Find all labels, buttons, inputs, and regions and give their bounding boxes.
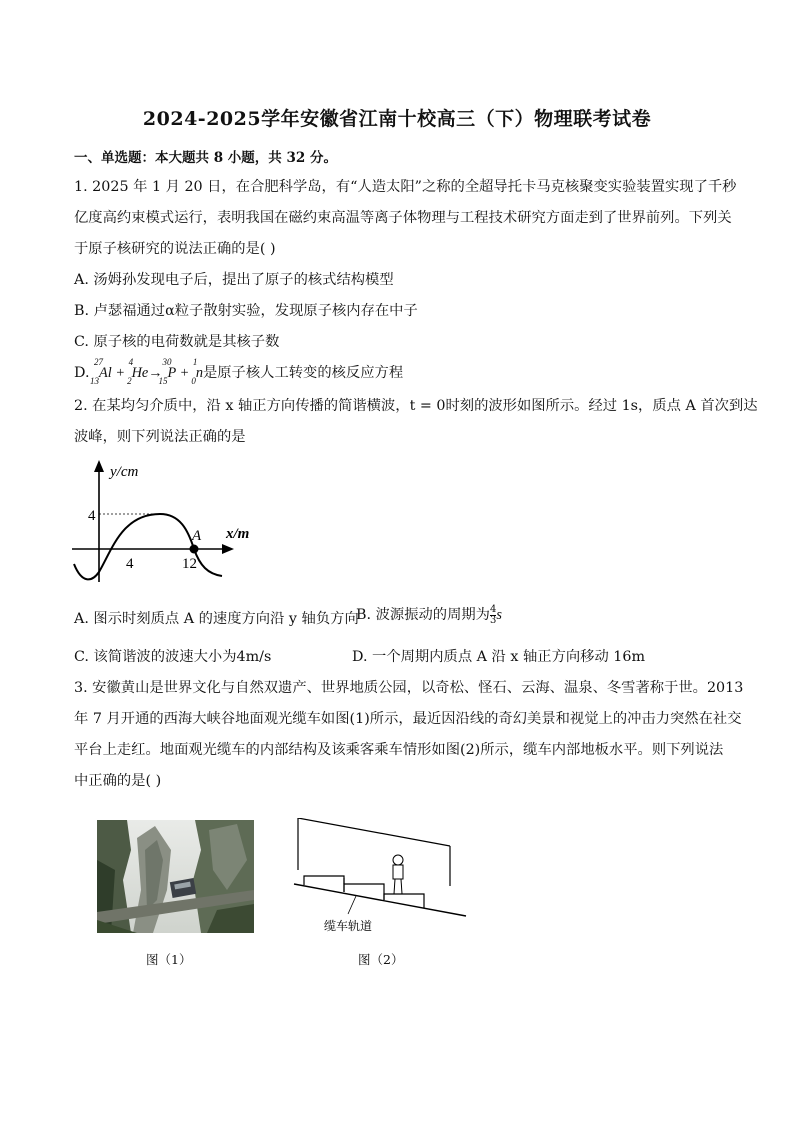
q1-line-2: 亿度高约束模式运行，表明我国在磁约束高温等离子体物理与工程技术研究方面走到了世界前列。下列关: [74, 210, 732, 226]
x-axis-label: x/m: [226, 526, 250, 542]
q2-option-b[interactable]: [356, 604, 502, 626]
q2-option-d[interactable]: D. 一个周期内质点 A 沿 x 轴正方向移动 16m: [352, 649, 646, 665]
q3-line-3: 平台上走红。地面观光缆车的内部结构及该乘客乘车情形如图(2)所示，缆车内部地板水平。则下列说法: [74, 742, 724, 758]
cable-car-photo: [97, 820, 254, 933]
q3-line-4: 中正确的是( ): [74, 773, 162, 789]
q2-option-b-text: B. 波源振动的周期为: [356, 607, 490, 623]
wave-curve: [74, 514, 222, 579]
period-unit: s: [496, 607, 502, 623]
q1-option-a[interactable]: A. 汤姆孙发现电子后，提出了原子的核式结构模型: [74, 272, 394, 288]
q1-option-d-prefix: D.: [74, 365, 95, 381]
x-tick-4: 4: [126, 556, 134, 572]
q1-option-b[interactable]: B. 卢瑟福通过α粒子散射实验，发现原子核内存在中子: [74, 303, 418, 319]
q2-line-2: 波峰，则下列说法正确的是: [74, 429, 246, 445]
passenger-figure: [393, 855, 403, 894]
q2-option-c[interactable]: C. 该简谐波的波速大小为4m/s: [74, 649, 272, 665]
cable-car-diagram: [290, 818, 470, 938]
track-label: 缆车轨道: [324, 919, 373, 933]
page-title: 2024-2025学年安徽省江南十校高三（下）物理联考试卷: [142, 108, 652, 130]
q1-option-d[interactable]: [74, 357, 404, 386]
figure-2-caption: 图（2）: [358, 952, 404, 967]
x-axis-arrow: [222, 544, 234, 554]
track-pointer: [348, 896, 356, 914]
point-a-label: A: [192, 528, 202, 544]
y-tick-4: 4: [88, 508, 96, 524]
q3-line-2: 年 7 月开通的西海大峡谷地面观光缆车如图(1)所示，最近因沿线的奇幻美景和视觉上的冲击力突然在社交: [74, 711, 742, 727]
q1-option-d-suffix: 是原子核人工转变的核反应方程: [202, 365, 404, 381]
period-fraction: $\frac{4}{3}$: [489, 603, 497, 626]
point-a-marker: [190, 545, 199, 554]
figure-1-caption: 图（1）: [146, 952, 192, 967]
q1-line-3: 于原子核研究的说法正确的是( ): [74, 241, 276, 257]
section-heading: 一、单选题：本大题共 8 小题，共 32 分。: [74, 150, 337, 166]
y-axis-label: y/cm: [110, 464, 139, 480]
q2-option-a[interactable]: A. 图示时刻质点 A 的速度方向沿 y 轴负方向: [74, 611, 359, 627]
q2-line-1: 2. 在某均匀介质中，沿 x 轴正方向传播的简谐横波，t = 0时刻的波形如图所示。经过 1s，质点 A 首次到达: [74, 398, 758, 414]
nuclear-equation: $^{27}_{13}$Al + $^4_2$He→$^{30}_{15}$P + $^1_0$n: [90, 357, 203, 386]
y-axis-arrow: [94, 460, 104, 472]
wave-graph: [68, 458, 268, 590]
x-tick-12: 12: [182, 556, 197, 572]
q1-option-c[interactable]: C. 原子核的电荷数就是其核子数: [74, 334, 280, 350]
q1-line-1: 1. 2025 年 1 月 20 日，在合肥科学岛，有“人造太阳”之称的全超导托卡马克核聚变实验装置实现了千秒: [74, 179, 737, 195]
track-line: [294, 884, 466, 916]
q3-line-1: 3. 安徽黄山是世界文化与自然双遗产、世界地质公园，以奇松、怪石、云海、温泉、冬雪著称于世。2013: [74, 680, 744, 696]
